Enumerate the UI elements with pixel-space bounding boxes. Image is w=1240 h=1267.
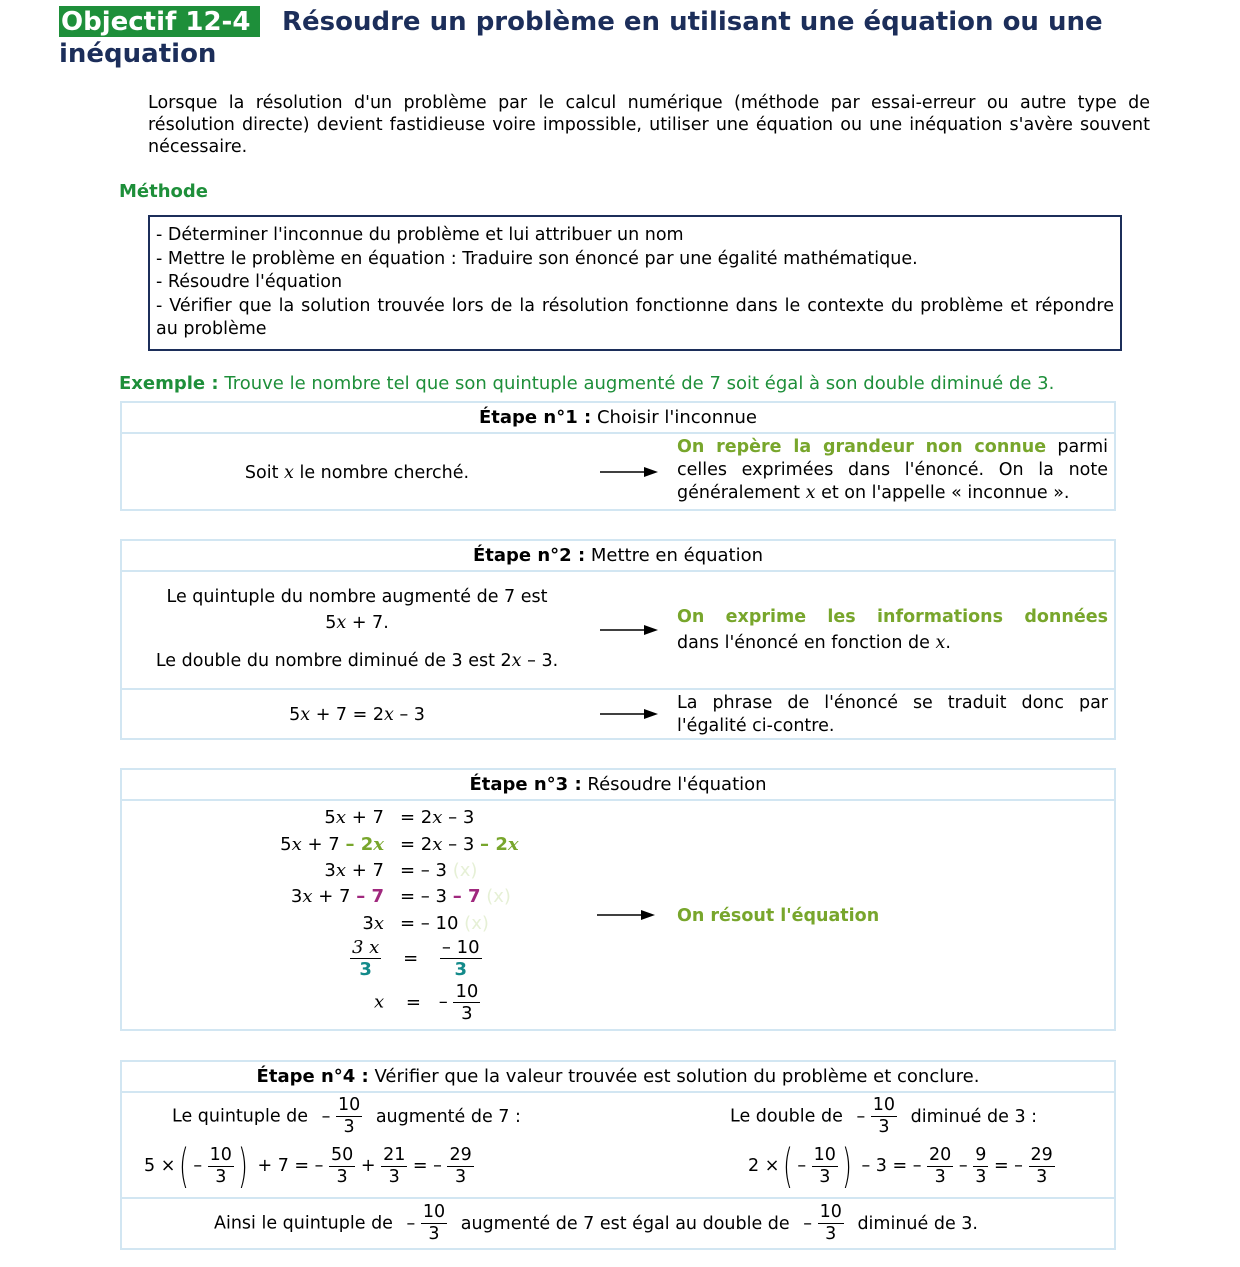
- conclusion-text: Ainsi le quintuple de – $\frac{10}{3}$ augmenté de 7 est égal au double de – $\frac{10}{3}$ diminué de 3.: [214, 1202, 978, 1244]
- eq-line-right: = – 10 (x): [400, 913, 489, 934]
- methode-box: [148, 215, 1122, 351]
- eq-line-left: 5x + 7 – 2x: [280, 834, 384, 855]
- step-4-verification: [122, 1093, 1114, 1197]
- step-3-explanation: On résout l'équation: [677, 906, 880, 926]
- step-2-title: Mettre en équation: [590, 545, 764, 566]
- step-4-table: [120, 1060, 1116, 1250]
- step-2-table: [120, 539, 1116, 740]
- objective-badge: Objectif 12-4: [59, 6, 260, 37]
- step-1-table: [120, 401, 1116, 511]
- left-check-title: Le quintuple de – $\frac{10}{3}$ augmenté de 7 :: [172, 1095, 521, 1137]
- arrow-icon: [597, 909, 657, 921]
- arrow-icon: [600, 624, 660, 636]
- arrow-icon: [600, 708, 660, 720]
- methode-heading: Méthode: [119, 181, 208, 202]
- page-title-line1: Résoudre un problème en utilisant une équation ou une: [282, 7, 1103, 37]
- step-4-number: Étape n°4 :: [256, 1066, 369, 1087]
- eq-line-right: = 2x – 3: [400, 807, 475, 828]
- right-check-calc: 2 ×( – $\frac{10}{3}$ ) – 3 = – $\frac{20}{3}$ – $\frac{9}{3}$ = – $\frac{29}{3}$: [748, 1139, 1053, 1193]
- intro-paragraph: Lorsque la résolution d'un problème par le calcul numérique (méthode par essai-erreur ou autre type de résolution directe) devient fastidieuse voire impossible, utiliser une équation ou une inéquation s'avère souvent nécessaire.: [148, 93, 1150, 157]
- step-2-explanation: On exprime les informations données dans l'énoncé en fonction de x.: [677, 607, 1108, 653]
- exemple-text: Trouve le nombre tel que son quintuple augmenté de 7 soit égal à son double diminué de 3.: [224, 373, 1055, 394]
- eq-line-right: = 2x – 3 – 2x: [400, 834, 519, 855]
- step-1-number: Étape n°1 :: [478, 407, 592, 428]
- step-2-conclusion: La phrase de l'énoncé se traduit donc par l'égalité ci-contre.: [677, 693, 1108, 736]
- eq-fraction-line: $\frac{3 x}{3}$ = $\frac{- 10}{3}$: [352, 937, 480, 980]
- left-check-calc: 5 ×( – $\frac{10}{3}$ ) + 7 = – $\frac{50}{3}$ + $\frac{21}{3}$ = – $\frac{29}{3}$: [144, 1139, 472, 1193]
- arrow-icon: [600, 466, 660, 478]
- exemple-statement: [119, 373, 1054, 394]
- eq-line-left: 3x + 7: [324, 860, 384, 881]
- eq-line-left: 5x + 7: [324, 807, 384, 828]
- step-3-title: Résoudre l'équation: [587, 774, 767, 795]
- step-3-header: [122, 770, 1114, 801]
- step-4-header: [122, 1062, 1114, 1093]
- methode-item: - Mettre le problème en équation : Traduire son énoncé par une égalité mathématique.: [156, 248, 918, 269]
- exemple-label: Exemple :: [119, 373, 219, 394]
- methode-item: - Résoudre l'équation: [156, 272, 343, 292]
- step-1-statement: Soit x le nombre cherché.: [244, 463, 470, 483]
- eq-solution-line: x = – $\frac{10}{3}$: [374, 981, 479, 1024]
- step-2-number: Étape n°2 :: [472, 545, 586, 566]
- step-3-table: [120, 768, 1116, 1031]
- step-3-number: Étape n°3 :: [469, 774, 582, 795]
- step-1-header: [122, 403, 1114, 434]
- eq-line-right: = – 3 – 7 (x): [400, 886, 511, 907]
- methode-item: - Déterminer l'inconnue du problème et lui attribuer un nom: [156, 225, 684, 245]
- step-2-translation: Le quintuple du nombre augmenté de 7 est 5x + 7. Le double du nombre diminué de 3 est 2x – 3.: [155, 587, 559, 671]
- step-4-conclusion: [122, 1197, 1114, 1252]
- step-3-resolution: [122, 801, 1114, 1031]
- eq-line-right: = – 3 (x): [400, 860, 478, 881]
- step-2-header: [122, 541, 1114, 572]
- step-1-title: Choisir l'inconnue: [596, 407, 757, 428]
- right-check-title: Le double de – $\frac{10}{3}$ diminué de 3 :: [730, 1095, 1038, 1137]
- step-1-explanation: On repère la grandeur non connue parmi celles exprimées dans l'énoncé. On la note généralement x et on l'appelle « inconnue ».: [677, 437, 1108, 503]
- eq-line-left: 3x + 7 – 7: [290, 886, 384, 907]
- eq-line-left: 3x: [362, 913, 384, 934]
- step-4-title: Vérifier que la valeur trouvée est solution du problème et conclure.: [374, 1066, 980, 1087]
- step-2-equation: 5x + 7 = 2x – 3: [289, 705, 425, 725]
- methode-item: - Vérifier que la solution trouvée lors de la résolution fonctionne dans le contexte du problème et répondre au problème: [156, 295, 1114, 339]
- page-title-line2: inéquation: [59, 39, 217, 69]
